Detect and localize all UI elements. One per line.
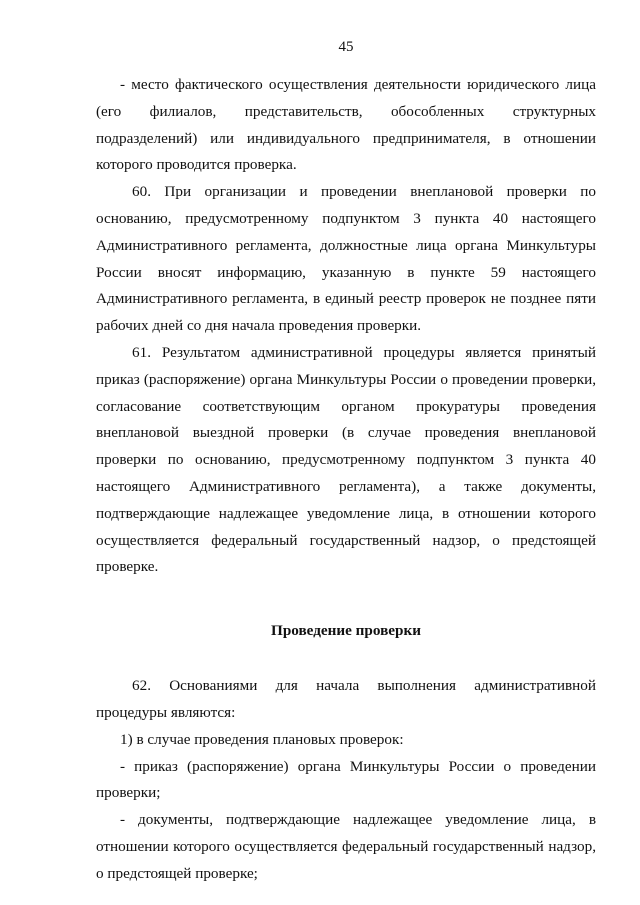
- paragraph-place-of-activity: - место фактического осуществления деятельности юридического лица (его филиалов, представительств, обособленных структурных подразделений) или индивидуального предпринимателя, в отношении которого проводится проверка.: [96, 76, 596, 174]
- paragraph-61: 61. Результатом административной процедуры является принятый приказ (распоряжение) органа Минкультуры России о проведении проверки, согласование соответствующим органом прокуратуры проведения внеплановой выездной проверки (в случае проведения внеплановой проверки по основанию, предусмотренному подпунктом 3 пункта 40 настоящего Административного регламента), а также документы, подтверждающие надлежащее уведомление лица, в отношении которого осуществляется федеральный государственный надзор, о предстоящей проверке.: [96, 343, 596, 576]
- section-heading: Проведение проверки: [271, 622, 421, 640]
- paragraph-62: 62. Основаниями для начала выполнения административной процедуры являются:: [96, 677, 596, 721]
- paragraph-order: - приказ (распоряжение) органа Минкультуры России о проведении проверки;: [96, 757, 596, 802]
- paragraph-notification-docs: - документы, подтверждающие надлежащее уведомление лица, в отношении которого осуществляется федеральный государственный надзор, о предстоящей проверке;: [96, 811, 596, 882]
- paragraph-62-item-1: 1) в случае проведения плановых проверок:: [120, 730, 404, 748]
- page-number: 45: [338, 39, 354, 55]
- paragraph-60: 60. При организации и проведении внеплановой проверки по основанию, предусмотренному подпунктом 3 пункта 40 настоящего Административного регламента, должностные лица органа Минкультуры России вносят информацию, указанную в пункте 59 настоящего Административного регламента, в единый реестр проверок не позднее пяти рабочих дней со дня начала проведения проверки.: [96, 183, 596, 335]
